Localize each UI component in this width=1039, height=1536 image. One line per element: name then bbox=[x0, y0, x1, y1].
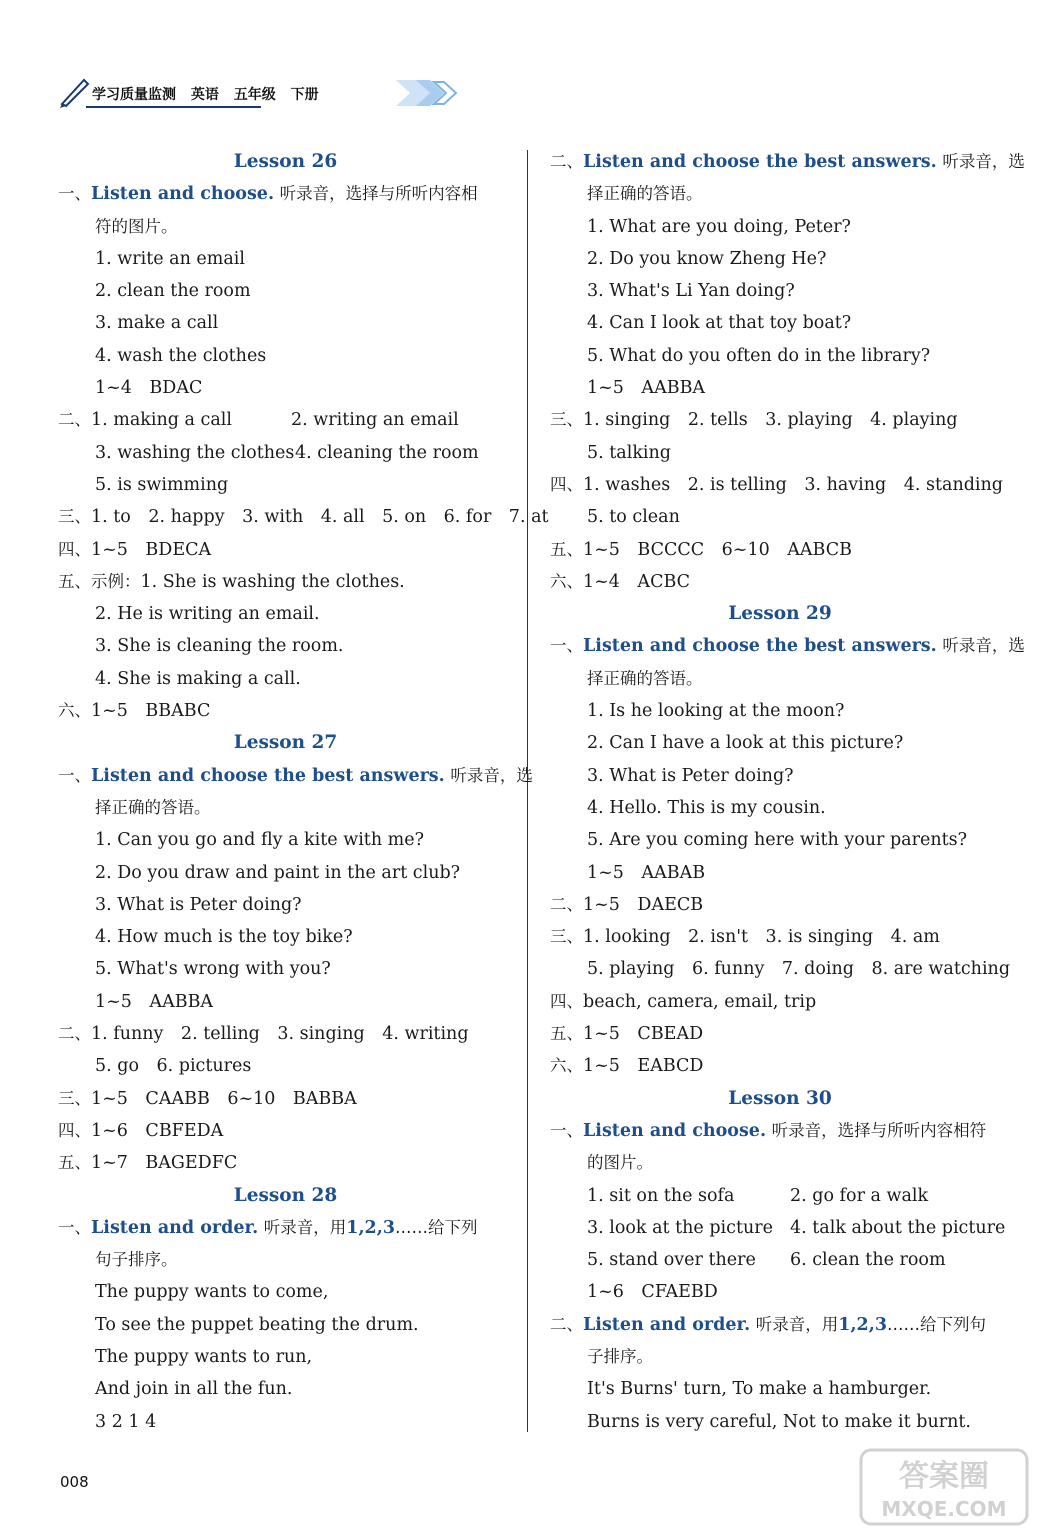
page-header bbox=[58, 76, 478, 110]
book-name: 学习质量监测 bbox=[92, 87, 176, 103]
list-item: The puppy wants to run, bbox=[95, 1346, 313, 1367]
answer-line: 1~5 AABAB bbox=[587, 862, 706, 883]
volume: 下册 bbox=[290, 87, 319, 103]
list-item: 4. She is making a call. bbox=[95, 668, 301, 689]
list-item: 3. What is Peter doing? bbox=[587, 765, 794, 786]
answer-line: 1~5 AABBA bbox=[95, 991, 214, 1012]
chevrons-icon bbox=[392, 76, 472, 110]
grade: 五年级 bbox=[233, 87, 276, 103]
answer-line: 1~4 BDAC bbox=[95, 378, 203, 399]
l30-section-1-cont: 的图片。 bbox=[587, 1153, 653, 1173]
l27-section-1: 一、Listen and choose the best answers. 听录音，选 bbox=[58, 765, 533, 786]
lesson-28-title: Lesson 28 bbox=[233, 1184, 338, 1206]
watermark-text-cn: 答案圈 bbox=[899, 1459, 989, 1494]
page-number: 008 bbox=[60, 1473, 89, 1491]
list-item: 1. Is he looking at the moon? bbox=[587, 701, 845, 722]
list-item: 3. She is cleaning the room. bbox=[95, 636, 344, 657]
list-item: 3. make a call bbox=[95, 313, 219, 334]
l30-section-2: 二、Listen and order. 听录音，用1,2,3……给下列句 bbox=[550, 1314, 986, 1335]
lesson-29-title: Lesson 29 bbox=[728, 603, 832, 625]
l28-section-6: 六、1~4 ACBC bbox=[550, 571, 691, 592]
l28-section-3-row: 5. talking bbox=[587, 442, 671, 463]
answer-line: 1~5 AABBA bbox=[587, 378, 706, 399]
l29-section-1-cont: 择正确的答语。 bbox=[587, 668, 703, 688]
l28-section-4: 四、1. washes 2. is telling 3. having 4. standing bbox=[550, 474, 1003, 495]
list-item: Burns is very careful, Not to make it burnt. bbox=[587, 1411, 971, 1432]
l26-section-1: 一、Listen and choose. 听录音，选择与所听内容相 bbox=[58, 184, 478, 205]
l29-section-1: 一、Listen and choose the best answers. 听录音，选 bbox=[550, 636, 1025, 657]
l29-section-6: 六、1~5 EABCD bbox=[550, 1056, 704, 1077]
list-item: 4. How much is the toy bike? bbox=[95, 927, 353, 948]
l26-section-6: 六、1~5 BBABC bbox=[58, 701, 211, 722]
header-title bbox=[92, 84, 319, 104]
l28-section-1: 一、Listen and order. 听录音，用1,2,3……给下列 bbox=[58, 1217, 478, 1238]
l26-section-2-row: 3. washing the clothes4. cleaning the room bbox=[95, 442, 479, 463]
l29-section-5: 五、1~5 CBEAD bbox=[550, 1024, 704, 1045]
list-item: 2. Do you know Zheng He? bbox=[587, 248, 827, 269]
l30-section-1: 一、Listen and choose. 听录音，选择与所听内容相符 bbox=[550, 1120, 987, 1141]
list-item: 5. Are you coming here with your parents? bbox=[587, 830, 968, 851]
l28-section-1-cont: 句子排序。 bbox=[95, 1250, 178, 1270]
l28-section-2: 二、Listen and choose the best answers. 听录音，选 bbox=[550, 152, 1025, 172]
right-column bbox=[550, 146, 1025, 1438]
l27-section-2: 二、1. funny 2. telling 3. singing 4. writing bbox=[58, 1024, 469, 1045]
l26-section-4: 四、1~5 BDECA bbox=[58, 539, 212, 560]
l29-section-4: 四、beach, camera, email, trip bbox=[550, 991, 817, 1012]
watermark-icon bbox=[859, 1448, 1029, 1526]
l30-section-1-row: 5. stand over there 6. clean the room bbox=[587, 1250, 946, 1271]
answer-line: 3 2 1 4 bbox=[95, 1411, 157, 1432]
header-rule bbox=[86, 106, 261, 108]
l27-section-4: 四、1~6 CBFEDA bbox=[58, 1120, 224, 1141]
l29-section-3: 三、1. looking 2. isn't 3. is singing 4. am bbox=[550, 927, 940, 948]
l26-section-2-row: 5. is swimming bbox=[95, 474, 229, 495]
l26-section-1-cont: 符的图片。 bbox=[95, 216, 178, 236]
list-item: 5. What do you often do in the library? bbox=[587, 345, 931, 366]
l27-section-2-row: 5. go 6. pictures bbox=[95, 1056, 252, 1077]
list-item: 2. Can I have a look at this picture? bbox=[587, 733, 904, 754]
column-divider bbox=[527, 150, 528, 1432]
list-item: 4. Can I look at that toy boat? bbox=[587, 313, 852, 334]
l29-section-3-row: 5. playing 6. funny 7. doing 8. are watching bbox=[587, 959, 1011, 980]
l26-section-2: 二、1. making a call 2. writing an email bbox=[58, 410, 459, 431]
left-column bbox=[58, 146, 549, 1438]
pen-icon bbox=[58, 76, 92, 108]
l27-section-1-cont: 择正确的答语。 bbox=[95, 797, 211, 817]
watermark-logo bbox=[859, 1448, 1029, 1530]
list-item: 5. What's wrong with you? bbox=[95, 959, 331, 980]
list-item: 3. What's Li Yan doing? bbox=[587, 281, 795, 302]
l28-section-4-row: 5. to clean bbox=[587, 507, 680, 528]
answer-line: 1~6 CFAEBD bbox=[587, 1282, 718, 1303]
list-item: To see the puppet beating the drum. bbox=[95, 1314, 419, 1335]
l26-section-5: 五、示例：1. She is washing the clothes. bbox=[58, 571, 405, 592]
lesson-27-title: Lesson 27 bbox=[233, 732, 338, 754]
list-item: 4. wash the clothes bbox=[95, 345, 267, 366]
watermark-text-en: MXQE.COM bbox=[881, 1497, 1007, 1521]
l30-section-1-row: 3. look at the picture 4. talk about the picture bbox=[587, 1217, 1006, 1238]
list-item: 2. He is writing an email. bbox=[95, 604, 320, 625]
list-item: 2. Do you draw and paint in the art club? bbox=[95, 862, 461, 883]
subject: 英语 bbox=[190, 87, 219, 103]
list-item: The puppy wants to come, bbox=[95, 1282, 329, 1303]
l28-section-5: 五、1~5 BCCCC 6~10 AABCB bbox=[550, 539, 852, 560]
l28-section-3: 三、1. singing 2. tells 3. playing 4. playing bbox=[550, 410, 958, 431]
list-item: It's Burns' turn, To make a hamburger. bbox=[587, 1379, 932, 1400]
l28-section-2-cont: 择正确的答语。 bbox=[587, 184, 703, 204]
list-item: 1. What are you doing, Peter? bbox=[587, 216, 851, 237]
l27-section-3: 三、1~5 CAABB 6~10 BABBA bbox=[58, 1088, 357, 1109]
l29-section-2: 二、1~5 DAECB bbox=[550, 894, 704, 915]
list-item: 4. Hello. This is my cousin. bbox=[587, 797, 826, 818]
list-item: 2. clean the room bbox=[95, 281, 251, 302]
lesson-30-title: Lesson 30 bbox=[728, 1087, 832, 1109]
list-item: And join in all the fun. bbox=[95, 1379, 293, 1400]
l30-section-2-cont: 子排序。 bbox=[587, 1346, 653, 1366]
list-item: 3. What is Peter doing? bbox=[95, 894, 302, 915]
l30-section-1-row: 1. sit on the sofa 2. go for a walk bbox=[587, 1185, 929, 1206]
list-item: 1. Can you go and fly a kite with me? bbox=[95, 830, 424, 851]
l27-section-5: 五、1~7 BAGEDFC bbox=[58, 1153, 238, 1174]
l26-section-3: 三、1. to 2. happy 3. with 4. all 5. on 6. for 7. at bbox=[58, 507, 549, 528]
list-item: 1. write an email bbox=[95, 248, 245, 269]
lesson-26-title: Lesson 26 bbox=[233, 151, 338, 172]
